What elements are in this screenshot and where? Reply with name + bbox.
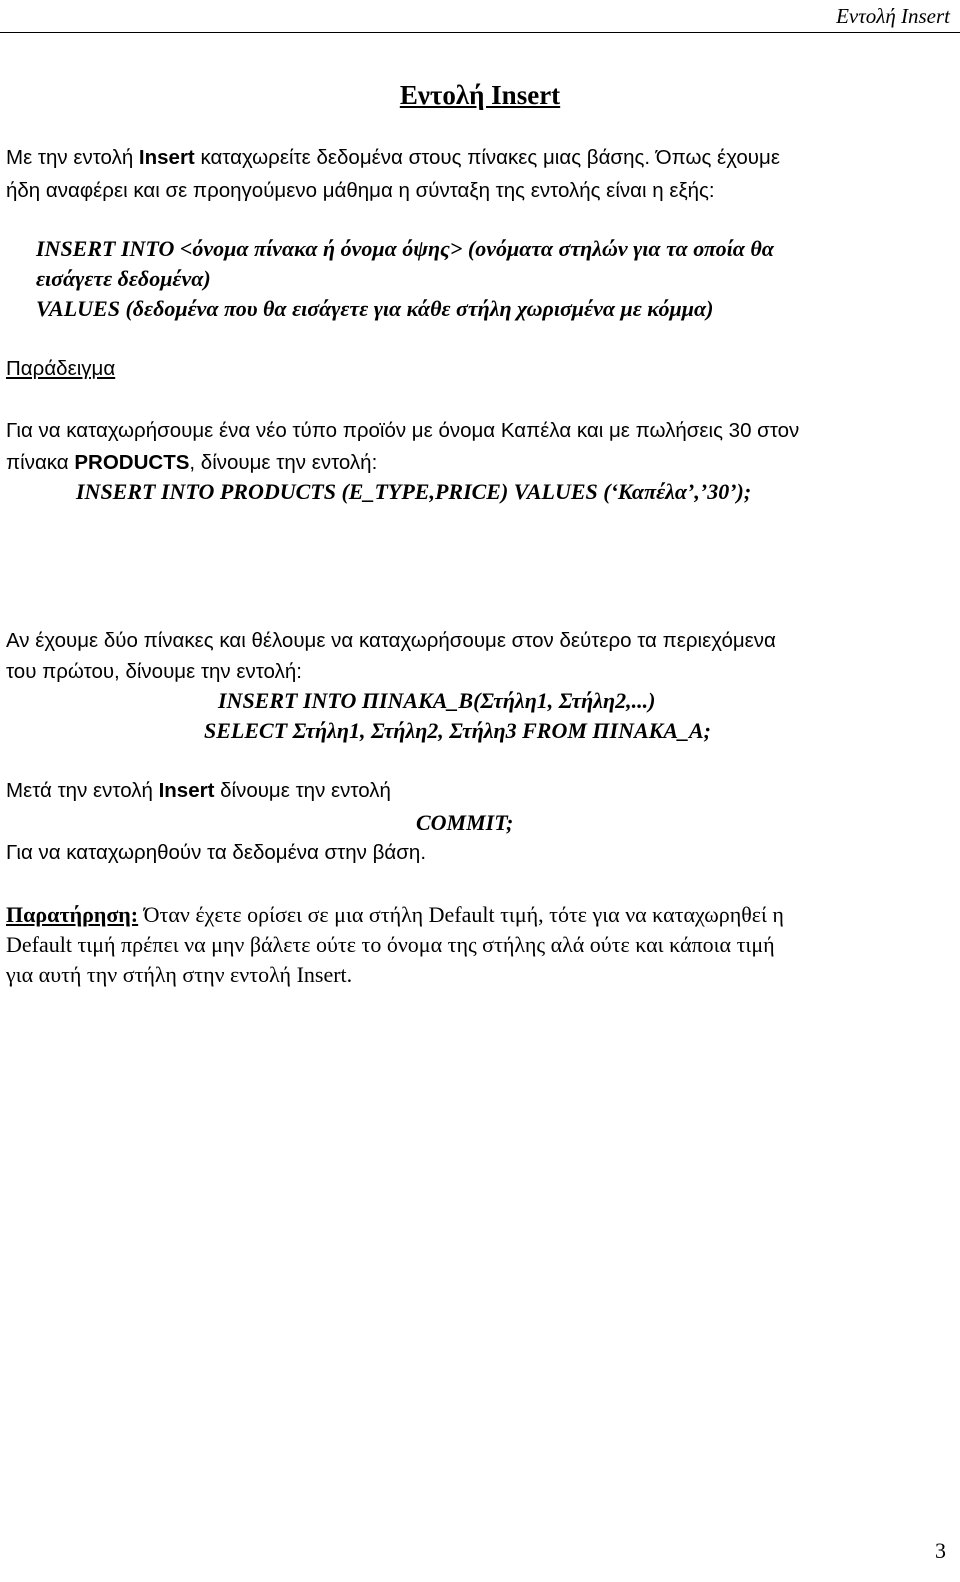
intro-text-c: καταχωρείτε δεδομένα στους πίνακες μιας βάσης. Όπως έχουμε	[194, 146, 780, 169]
note-line-3: για αυτή την στήλη στην εντολή Insert.	[6, 962, 353, 987]
example-line-1: Για να καταχωρήσουμε ένα νέο τύπο προϊόν με όνομα Καπέλα και με πωλήσεις 30 στον	[6, 419, 800, 442]
intro-line-2: ήδη αναφέρει και σε προηγούμενο μάθημα η σύνταξη της εντολής είναι η εξής:	[6, 179, 715, 202]
commit-line-2: Για να καταχωρηθούν τα δεδομένα στην βάση.	[6, 841, 427, 864]
note-line-1	[6, 902, 784, 928]
example-code: INSERT INTO PRODUCTS (E_TYPE,PRICE) VALUES (‘Καπέλα’,’30’);	[76, 479, 752, 504]
commit-text-a: Μετά την εντολή	[6, 779, 159, 802]
commit-code: COMMIT;	[416, 810, 514, 835]
two-tables-line-2: του πρώτου, δίνουμε την εντολή:	[6, 660, 302, 683]
intro-line-1	[6, 146, 780, 170]
note-line-2: Default τιμή πρέπει να μην βάλετε ούτε το όνομα της στήλης αλά ούτε και κάποια τιμή	[6, 932, 775, 957]
commit-text-c: δίνουμε την εντολή	[214, 779, 391, 802]
commit-line-1	[6, 779, 391, 803]
example-text-a: πίνακα	[6, 451, 75, 474]
page-number: 3	[935, 1538, 946, 1563]
note-text-1: Όταν έχετε ορίσει σε μια στήλη Default τιμή, τότε για να καταχωρηθεί η	[138, 902, 784, 927]
page-title: Εντολή Insert	[399, 80, 561, 110]
two-tables-code-2: SELECT Στήλη1, Στήλη2, Στήλη3 FROM ΠΙΝΑΚΑ_Α;	[204, 718, 712, 743]
commit-keyword-insert: Insert	[158, 779, 215, 802]
example-table-products: PRODUCTS	[74, 451, 190, 474]
two-tables-code-1: INSERT INTO ΠΙΝΑΚΑ_Β(Στήλη1, Στήλη2,...)	[218, 688, 656, 713]
example-text-c: , δίνουμε την εντολή:	[189, 451, 378, 474]
syntax-line-2: εισάγετε δεδομένα)	[36, 266, 211, 291]
example-heading: Παράδειγμα	[6, 357, 116, 380]
intro-text-a: Με την εντολή	[6, 146, 139, 169]
syntax-line-1: INSERT INTO <όνομα πίνακα ή όνομα όψης> (ονόματα στηλών για τα οποία θα	[36, 236, 774, 261]
header-rule	[0, 32, 960, 33]
syntax-line-3: VALUES (δεδομένα που θα εισάγετε για κάθε στήλη χωρισμένα με κόμμα)	[36, 296, 714, 321]
example-line-2	[6, 451, 377, 475]
note-label: Παρατήρηση:	[6, 902, 139, 927]
intro-keyword-insert: Insert	[138, 146, 195, 169]
two-tables-line-1: Αν έχουμε δύο πίνακες και θέλουμε να καταχωρήσουμε στον δεύτερο τα περιεχόμενα	[6, 629, 776, 652]
running-header: Εντολή Insert	[836, 4, 950, 28]
